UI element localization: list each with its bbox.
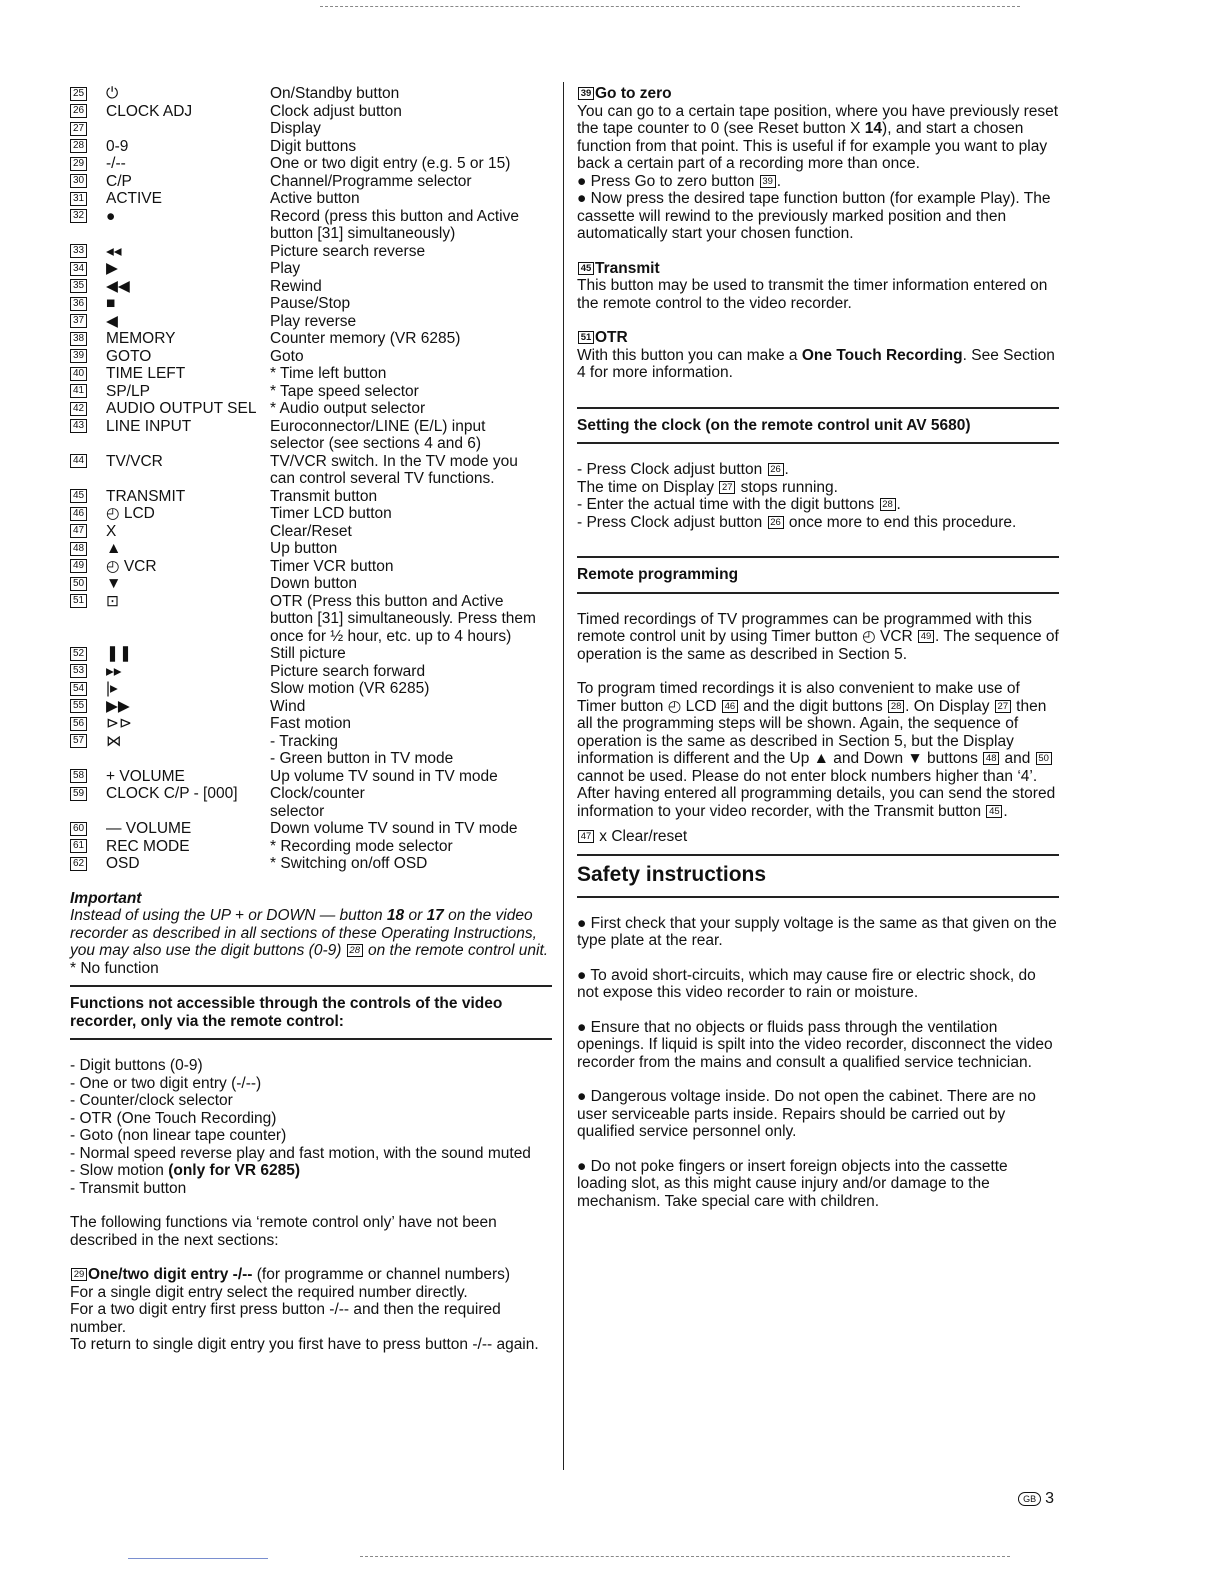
button-number xyxy=(70,628,106,646)
function-item: - Digit buttons (0-9) xyxy=(70,1057,203,1074)
button-symbol: AUDIO OUTPUT SEL xyxy=(106,400,257,417)
function-item: - One or two digit entry (-/--) xyxy=(70,1074,262,1092)
button-symbol xyxy=(106,803,270,821)
button-row xyxy=(70,715,552,733)
function-item: - Counter/clock selector xyxy=(70,1092,233,1109)
button-number: 33 xyxy=(70,243,106,261)
button-number: 26 xyxy=(70,103,106,121)
button-symbol: LINE INPUT xyxy=(106,417,192,435)
button-row xyxy=(70,383,552,401)
button-symbol: ▶▶ xyxy=(106,697,130,715)
button-row xyxy=(70,558,552,576)
button-description: Active button xyxy=(270,190,360,207)
button-symbol: ▶ xyxy=(106,260,118,277)
button-symbol: ◂◂ xyxy=(106,242,122,260)
button-number: 27 xyxy=(70,120,106,138)
button-number: 36 xyxy=(70,295,106,313)
button-number: 31 xyxy=(70,190,106,208)
button-description: Clock/counter xyxy=(270,785,365,802)
button-number: 43 xyxy=(70,418,106,436)
function-item: - Normal speed reverse play and fast motion, with the sound muted xyxy=(70,1144,531,1162)
column-divider xyxy=(563,82,564,1470)
otr-text: With this button you can make a One Touch Recording. See Section 4 for more information. xyxy=(577,346,1055,381)
button-row xyxy=(70,733,552,751)
button-row xyxy=(70,365,552,383)
button-description: selector xyxy=(270,802,325,820)
button-number: 58 xyxy=(70,768,106,786)
clock-step-4: - Press Clock adjust button 26 once more to end this procedure. xyxy=(577,513,1017,531)
button-description: Rewind xyxy=(270,277,322,295)
button-number: 48 xyxy=(70,540,106,558)
transmit-item: - Transmit button xyxy=(70,1179,187,1197)
clock-step-2: The time on Display 27 stops running. xyxy=(577,478,838,496)
button-row xyxy=(70,120,552,138)
button-description: Picture search reverse xyxy=(270,242,426,260)
button-number: 47 xyxy=(70,523,106,541)
button-number: 41 xyxy=(70,383,106,401)
button-description: button [31] simultaneously) xyxy=(270,225,456,242)
button-number: 53 xyxy=(70,663,106,681)
button-symbol xyxy=(106,610,270,628)
button-row xyxy=(70,505,552,523)
scan-noise-top xyxy=(320,6,1020,9)
right-column xyxy=(577,85,1059,1210)
goto-zero-text: You can go to a certain tape position, where you have previously reset the tape counter to 0 (see Reset button X 14), and start a chosen function from that point. This is useful if for example you want to play back a certain part of a recording more than once. xyxy=(577,102,1059,172)
button-symbol: ACTIVE xyxy=(106,190,162,207)
scan-line-bottom xyxy=(128,1558,268,1559)
button-description: Down button xyxy=(270,575,358,592)
button-number: 61 xyxy=(70,838,106,856)
safety-item: ● To avoid short-circuits, which may cause fire or electric shock, do not expose this video recorder to rain or moisture. xyxy=(577,967,1059,1002)
clock-step-3: - Enter the actual time with the digit buttons 28 . xyxy=(577,496,901,513)
button-description: Clear/Reset xyxy=(270,522,352,540)
button-symbol: TRANSMIT xyxy=(106,487,186,505)
button-symbol xyxy=(106,470,270,488)
goto-zero-bullet-2: ● Now press the desired tape function button (for example Play). The cassette will rewind to the previously marked position and then automatically start your chosen function. xyxy=(577,190,1059,243)
page-footer xyxy=(1018,1490,1054,1508)
button-description: One or two digit entry (e.g. 5 or 15) xyxy=(270,155,511,172)
button-number: 32 xyxy=(70,208,106,226)
clear-reset-line: 47 x Clear/reset xyxy=(577,828,1059,846)
button-number: 49 xyxy=(70,558,106,576)
button-number: 37 xyxy=(70,313,106,331)
button-description: Timer LCD button xyxy=(270,505,392,522)
button-row xyxy=(70,540,552,558)
remote-para-3: After having entered all programming details, you can send the stored information to your video recorder, with the Transmit button 45 . xyxy=(577,785,1056,820)
button-row xyxy=(70,155,552,173)
button-description: * Switching on/off OSD xyxy=(270,855,428,872)
button-number: 45 xyxy=(70,488,106,506)
scan-noise-bottom xyxy=(360,1556,1010,1559)
function-item: - OTR (One Touch Recording) xyxy=(70,1109,277,1127)
button-description: Record (press this button and Active xyxy=(270,207,519,225)
button-description: Clock adjust button xyxy=(270,102,402,120)
safety-item: ● First check that your supply voltage is the same as that given on the type plate at the rear. xyxy=(577,915,1059,950)
button-row xyxy=(70,488,552,506)
button-description: Goto xyxy=(270,347,304,365)
button-number: 42 xyxy=(70,400,106,418)
gb-badge-icon: GB xyxy=(1018,1492,1041,1506)
remote-para-2: To program timed recordings it is also convenient to make use of Timer button ◴ LCD 46 and the digit buttons 28 . On Display 27 then all the programming steps will be shown. Again, the sequence of operation is the same as described in Section 5, but the Display information is different and the Up ▲ and Down ▼ buttons 48 and 50 cannot be used. Please do not enter block numbers higher than ‘4’. xyxy=(577,680,1059,785)
safety-heading: Safety instructions xyxy=(577,862,767,886)
button-number xyxy=(70,803,106,821)
button-description: Digit buttons xyxy=(270,137,357,155)
goto-zero-title: 39 Go to zero xyxy=(577,85,1059,103)
button-description: once for ½ hour, etc. up to 4 hours) xyxy=(270,627,512,645)
button-symbol xyxy=(106,435,270,453)
button-row xyxy=(70,470,552,488)
button-symbol: GOTO xyxy=(106,347,152,365)
button-description: Slow motion (VR 6285) xyxy=(270,680,430,697)
button-description: Channel/Programme selector xyxy=(270,172,472,190)
button-symbol: ◴ VCR xyxy=(106,557,157,575)
button-row xyxy=(70,575,552,593)
button-number: 55 xyxy=(70,698,106,716)
button-symbol: MEMORY xyxy=(106,330,176,347)
button-row xyxy=(70,785,552,803)
button-row xyxy=(70,103,552,121)
clock-heading: Setting the clock (on the remote control unit AV 5680) xyxy=(577,416,971,434)
button-symbol: X xyxy=(106,522,117,540)
button-number: 52 xyxy=(70,645,106,663)
button-description: Play xyxy=(270,260,301,277)
button-description: - Green button in TV mode xyxy=(270,750,454,767)
button-description: Transmit button xyxy=(270,487,378,505)
button-row xyxy=(70,680,552,698)
button-symbol: ▲ xyxy=(106,540,122,557)
button-number: 28 xyxy=(70,138,106,156)
button-row xyxy=(70,243,552,261)
button-number: 46 xyxy=(70,505,106,523)
button-row xyxy=(70,768,552,786)
button-description: can control several TV functions. xyxy=(270,470,495,487)
clock-step-1: - Press Clock adjust button 26 . xyxy=(577,461,789,478)
remote-para-1: Timed recordings of TV programmes can be programmed with this remote control unit by using Timer button ◴ VCR 49 . The sequence of operation is the same as described in Section 5. xyxy=(577,610,1059,663)
button-row xyxy=(70,85,552,103)
button-description: Pause/Stop xyxy=(270,295,351,312)
button-row xyxy=(70,645,552,663)
button-row xyxy=(70,225,552,243)
button-row xyxy=(70,803,552,821)
button-number: 29 xyxy=(70,155,106,173)
button-symbol: CLOCK ADJ xyxy=(106,102,193,120)
button-symbol: + VOLUME xyxy=(106,767,185,785)
button-number: 30 xyxy=(70,173,106,191)
button-row xyxy=(70,453,552,471)
button-number: 34 xyxy=(70,260,106,278)
button-row xyxy=(70,610,552,628)
otr-title: 51 OTR xyxy=(577,329,1059,347)
button-row xyxy=(70,138,552,156)
button-description: - Tracking xyxy=(270,732,339,750)
safety-item: ● Ensure that no objects or fluids pass through the ventilation openings. If liquid is spilt into the video recorder, disconnect the video recorder from the mains and consult a qualified service technician. xyxy=(577,1019,1059,1072)
button-symbol: C/P xyxy=(106,172,132,190)
button-symbol: |▸ xyxy=(106,680,118,697)
button-symbol: OSD xyxy=(106,855,140,872)
button-number xyxy=(70,610,106,628)
button-row xyxy=(70,348,552,366)
button-symbol: — VOLUME xyxy=(106,820,192,837)
button-description: Picture search forward xyxy=(270,662,426,680)
button-number: 62 xyxy=(70,855,106,873)
button-row xyxy=(70,628,552,646)
button-number: 60 xyxy=(70,820,106,838)
button-row xyxy=(70,523,552,541)
button-symbol xyxy=(106,120,270,138)
functions-list xyxy=(70,1057,552,1162)
button-symbol: -/-- xyxy=(106,155,126,172)
button-symbol xyxy=(106,750,270,768)
button-number: 35 xyxy=(70,278,106,296)
button-symbol: ▼ xyxy=(106,575,122,592)
page-number: 3 xyxy=(1045,1490,1054,1507)
button-symbol: TV/VCR xyxy=(106,452,163,470)
button-row xyxy=(70,750,552,768)
button-number: 56 xyxy=(70,715,106,733)
button-row xyxy=(70,855,552,873)
button-number: 54 xyxy=(70,680,106,698)
button-symbol: ◀◀ xyxy=(106,277,130,295)
safety-item: ● Do not poke fingers or insert foreign objects into the cassette loading slot, as this might cause injury and/or damage to the mechanism. Take special care with children. xyxy=(577,1158,1059,1211)
important-title: Important xyxy=(70,889,142,907)
button-row xyxy=(70,208,552,226)
button-description: * Tape speed selector xyxy=(270,382,419,400)
button-symbol: ◀ xyxy=(106,312,118,330)
button-description: Timer VCR button xyxy=(270,557,394,575)
button-description: Counter memory (VR 6285) xyxy=(270,330,461,347)
button-row xyxy=(70,278,552,296)
safety-item: ● Dangerous voltage inside. Do not open the cabinet. There are no user serviceable parts inside. Repairs should be carried out by qualified service personnel only. xyxy=(577,1088,1059,1141)
button-description: button [31] simultaneously. Press them xyxy=(270,610,536,627)
button-description: Still picture xyxy=(270,645,346,662)
button-description: Up button xyxy=(270,540,338,557)
button-row xyxy=(70,260,552,278)
button-number: 25 xyxy=(70,85,106,103)
digit-entry-line: For a single digit entry select the required number directly. xyxy=(70,1283,468,1301)
important-text: Instead of using the UP + or DOWN — button 18 or 17 on the video recorder as described in all sections of these Operating Instructions, you may also use the digit buttons (0-9) 28 on the remote control unit. xyxy=(70,907,549,959)
button-description: Euroconnector/LINE (E/L) input xyxy=(270,417,486,435)
button-description: Down volume TV sound in TV mode xyxy=(270,820,518,837)
button-row xyxy=(70,173,552,191)
button-number xyxy=(70,750,106,768)
button-description: TV/VCR switch. In the TV mode you xyxy=(270,452,518,470)
important-note xyxy=(70,890,552,978)
button-number: 40 xyxy=(70,365,106,383)
transmit-title: 45 Transmit xyxy=(577,260,1059,278)
button-row xyxy=(70,838,552,856)
button-number xyxy=(70,435,106,453)
button-symbol: ▸▸ xyxy=(106,662,122,680)
button-description: Play reverse xyxy=(270,312,357,330)
button-number: 57 xyxy=(70,733,106,751)
button-number: 50 xyxy=(70,575,106,593)
button-symbol: 0-9 xyxy=(106,137,129,155)
button-number: 44 xyxy=(70,453,106,471)
button-row xyxy=(70,400,552,418)
button-row xyxy=(70,418,552,436)
button-description: Up volume TV sound in TV mode xyxy=(270,767,498,785)
button-symbol: TIME LEFT xyxy=(106,365,186,382)
button-symbol: ● xyxy=(106,207,116,225)
button-symbol xyxy=(106,628,270,646)
button-row xyxy=(70,330,552,348)
button-description: OTR (Press this button and Active xyxy=(270,592,504,610)
button-number: 59 xyxy=(70,785,106,803)
button-symbol xyxy=(106,225,270,243)
button-description: * Recording mode selector xyxy=(270,837,453,855)
button-row xyxy=(70,820,552,838)
button-symbol: ⋈ xyxy=(106,732,122,750)
digit-entry-line: To return to single digit entry you first have to press button -/-- again. xyxy=(70,1336,539,1353)
button-symbol: ⊳⊳ xyxy=(106,715,132,732)
button-number xyxy=(70,470,106,488)
button-description: Display xyxy=(270,120,321,137)
digit-entry-text xyxy=(70,1284,552,1354)
left-column xyxy=(70,85,552,1354)
button-row xyxy=(70,593,552,611)
goto-zero-bullet-1: ● Press Go to zero button 39 . xyxy=(577,173,1059,191)
button-description: Fast motion xyxy=(270,715,351,732)
digit-entry-line: For a two digit entry first press button -/-- and then the required number. xyxy=(70,1301,501,1336)
button-row xyxy=(70,663,552,681)
button-number: 38 xyxy=(70,330,106,348)
button-row xyxy=(70,435,552,453)
safety-list xyxy=(577,915,1059,1211)
button-row xyxy=(70,313,552,331)
button-number: 51 xyxy=(70,593,106,611)
button-symbol: ❚❚ xyxy=(106,645,132,662)
button-row xyxy=(70,698,552,716)
button-list xyxy=(70,85,552,873)
transmit-text: This button may be used to transmit the timer information entered on the remote control to the video recorder. xyxy=(577,277,1048,312)
button-symbol: SP/LP xyxy=(106,382,150,400)
following-text: The following functions via ‘remote control only’ have not been described in the next sections: xyxy=(70,1214,497,1249)
button-description: On/Standby button xyxy=(270,85,400,102)
button-symbol: CLOCK C/P - [000] xyxy=(106,785,238,802)
button-number: 39 xyxy=(70,348,106,366)
function-item: - Goto (non linear tape counter) xyxy=(70,1127,287,1144)
functions-heading: Functions not accessible through the controls of the video recorder, only via the remote control: xyxy=(70,995,503,1030)
button-description: * Audio output selector xyxy=(270,400,426,417)
button-symbol: REC MODE xyxy=(106,837,190,855)
button-symbol: ⏻ xyxy=(106,85,119,102)
slow-motion-item: - Slow motion (only for VR 6285) xyxy=(70,1162,300,1179)
remote-heading: Remote programming xyxy=(577,566,739,583)
button-row xyxy=(70,295,552,313)
button-description: selector (see sections 4 and 6) xyxy=(270,435,482,452)
button-symbol: ■ xyxy=(106,295,116,312)
button-number xyxy=(70,225,106,243)
button-description: Wind xyxy=(270,697,306,715)
digit-entry-title: 29 One/two digit entry -/-- (for programme or channel numbers) xyxy=(70,1266,552,1284)
footnote: * No function xyxy=(70,959,159,977)
button-symbol: ⊡ xyxy=(106,592,119,610)
button-description: * Time left button xyxy=(270,365,387,382)
button-symbol: ◴ LCD xyxy=(106,505,155,522)
button-row xyxy=(70,190,552,208)
